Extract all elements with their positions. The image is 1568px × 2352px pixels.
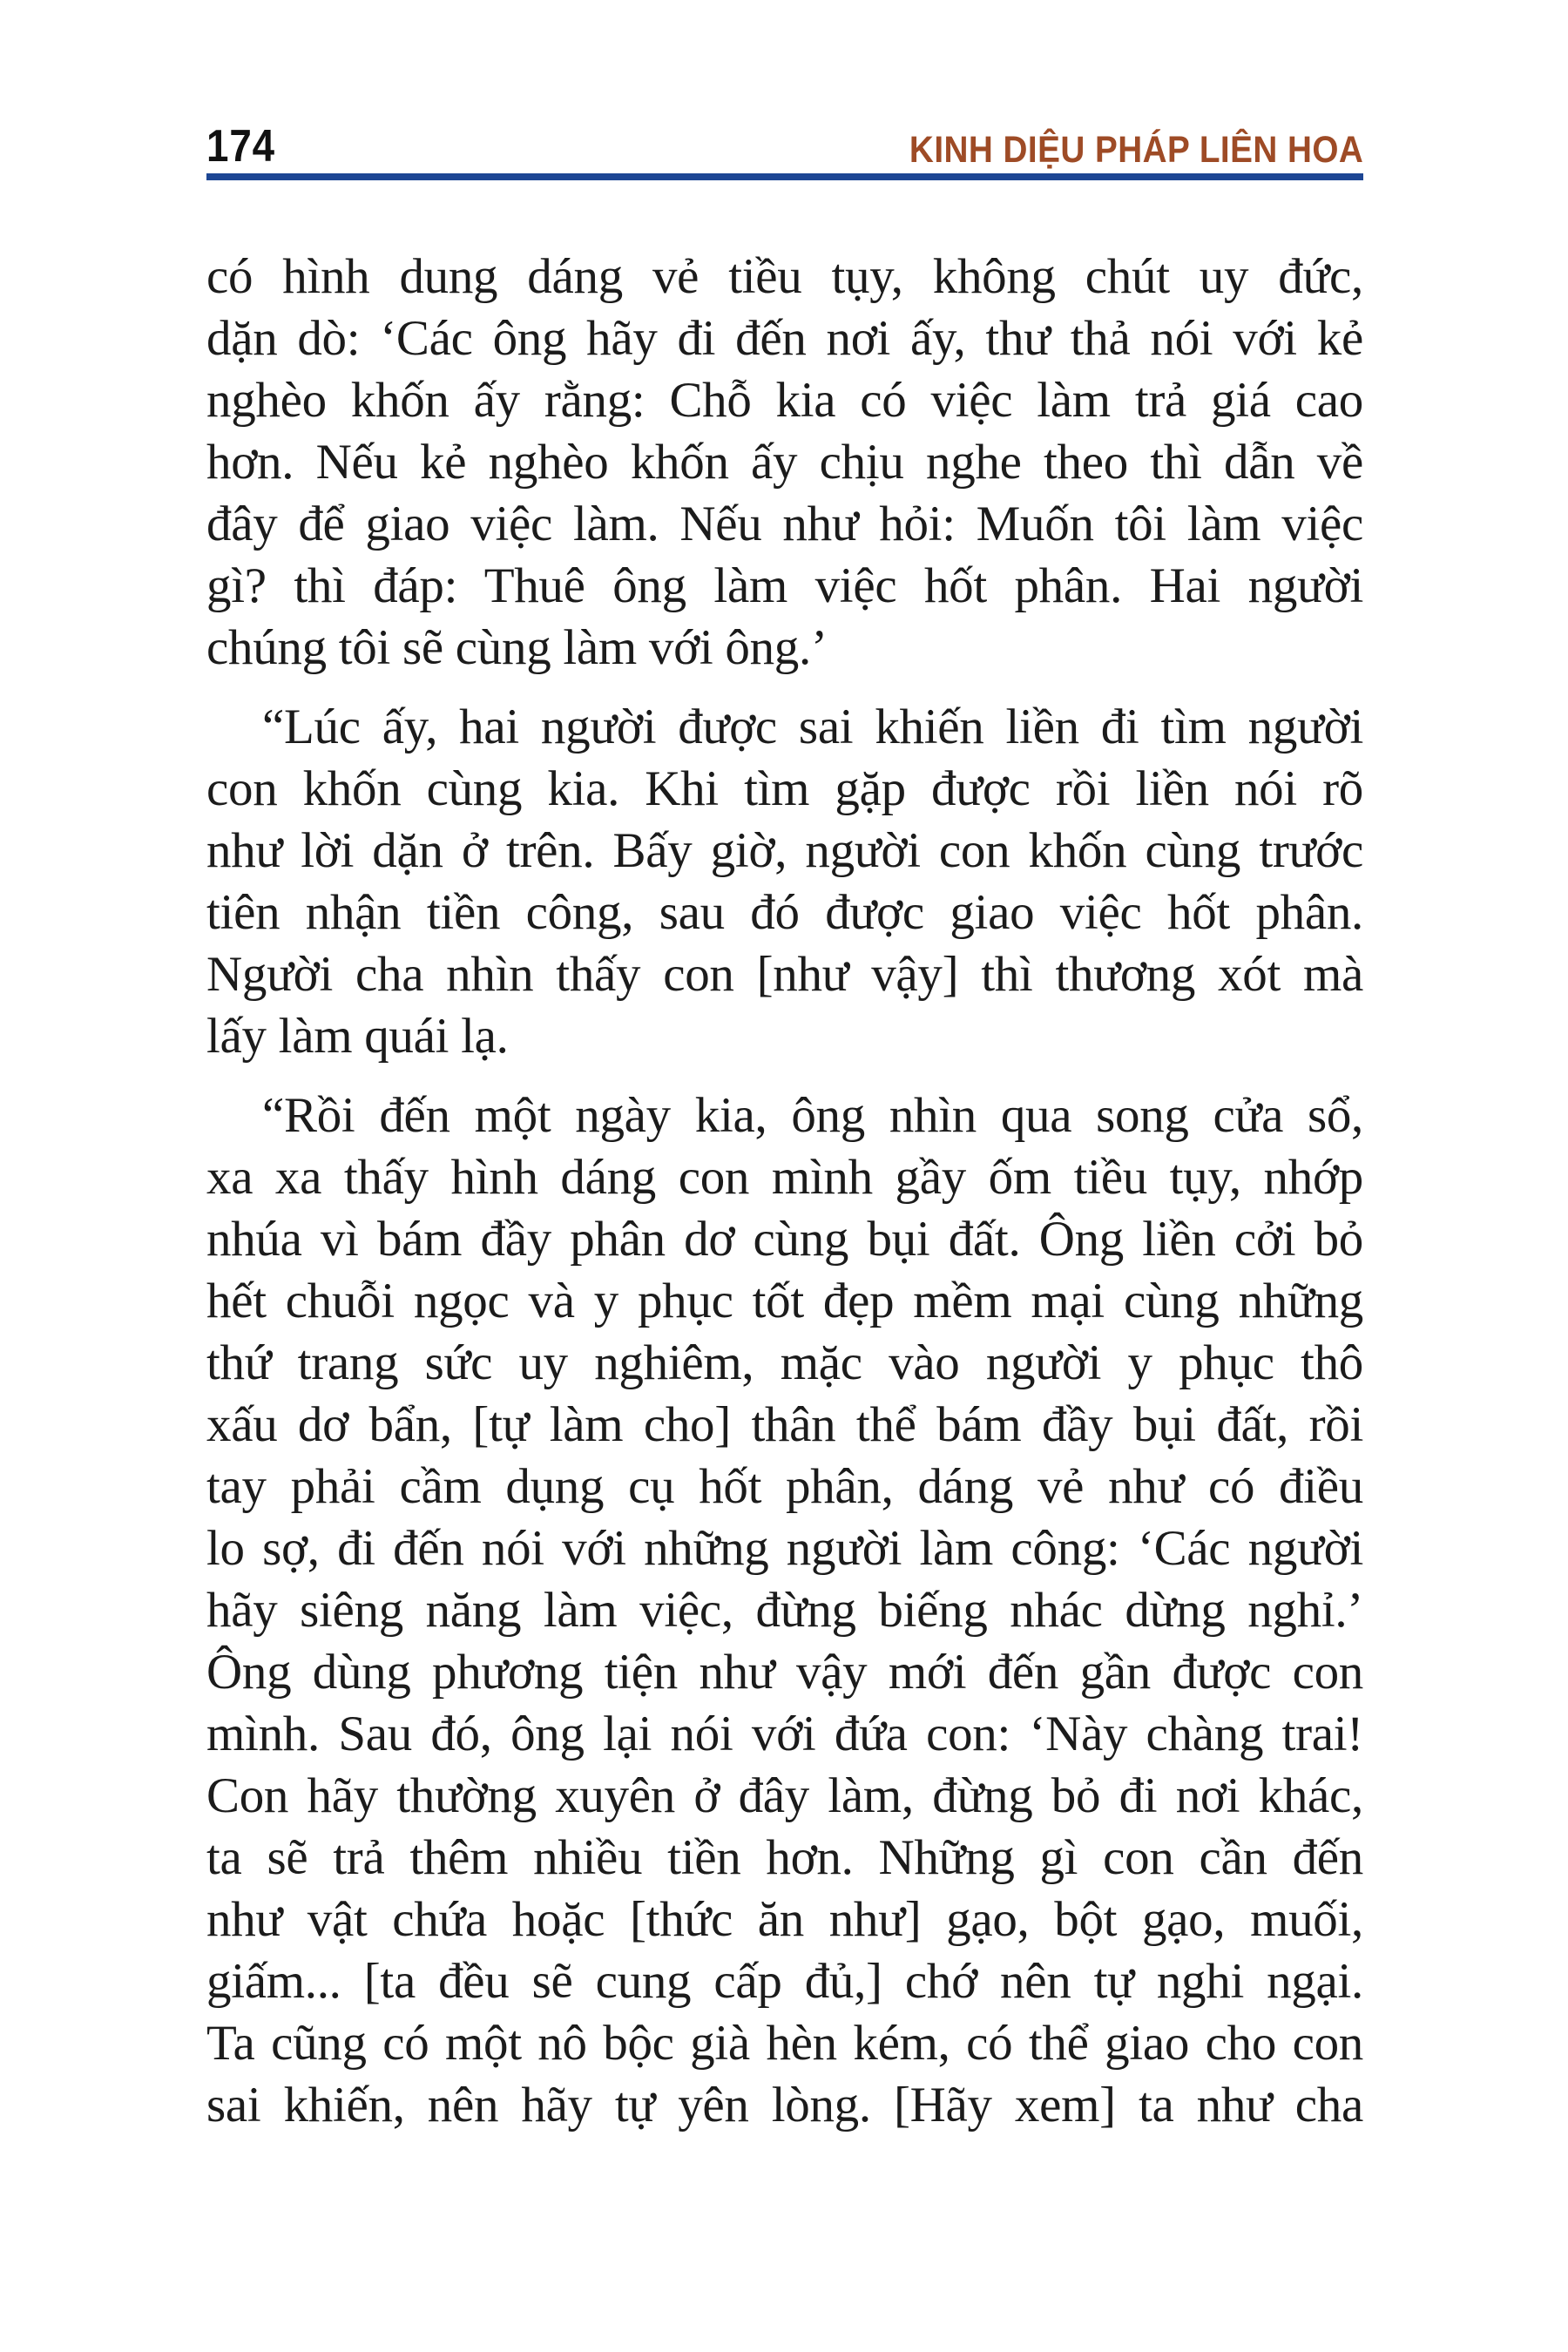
text-line: ta sẽ trả thêm nhiều tiền hơn. Những gì con cần đến [206, 1830, 1363, 1885]
text-line: “Lúc ấy, hai người được sai khiến liền đi tìm người [262, 700, 1363, 754]
text-line: Ta cũng có một nô bộc già hèn kém, có thể giao cho con [206, 2016, 1363, 2071]
text-line: nghèo khốn ấy rằng: Chỗ kia có việc làm trả giá cao [206, 373, 1363, 428]
text-line: tay phải cầm dụng cụ hốt phân, dáng vẻ như có điều [206, 1459, 1363, 1514]
running-title: KINH DIỆU PHÁP LIÊN HOA [909, 129, 1363, 171]
text-line: hãy siêng năng làm việc, đừng biếng nhác dừng nghỉ.’ [206, 1583, 1363, 1638]
text-line: hết chuỗi ngọc và y phục tốt đẹp mềm mại cùng những [206, 1274, 1363, 1328]
text-line: sai khiến, nên hãy tự yên lòng. [Hãy xem] ta như cha [206, 2078, 1363, 2132]
paragraph [206, 1085, 1363, 2136]
text-line: lấy làm quái lạ. [206, 1009, 509, 1064]
text-line: thứ trang sức uy nghiêm, mặc vào người y phục thô [206, 1335, 1363, 1390]
text-line: giấm... [ta đều sẽ cung cấp đủ,] chớ nên tự nghi ngại. [206, 1954, 1363, 2009]
paragraph [206, 696, 1363, 1067]
header-rule [206, 173, 1363, 180]
text-line: “Rồi đến một ngày kia, ông nhìn qua song cửa sổ, [262, 1088, 1363, 1143]
text-line: lo sợ, đi đến nói với những người làm công: ‘Các người [206, 1521, 1363, 1576]
text-line: gì? thì đáp: Thuê ông làm việc hốt phân. Hai người [206, 558, 1363, 613]
text-line: xa xa thấy hình dáng con mình gầy ốm tiều tụy, nhớp [206, 1150, 1363, 1205]
text-line: nhúa vì bám đầy phân dơ cùng bụi đất. Ông liền cởi bỏ [206, 1212, 1363, 1267]
paragraph [206, 246, 1363, 679]
text-line: tiên nhận tiền công, sau đó được giao việc hốt phân. [206, 885, 1363, 940]
page-number: 174 [206, 121, 275, 172]
text-line: con khốn cùng kia. Khi tìm gặp được rồi liền nói rõ [206, 761, 1363, 816]
text-line: mình. Sau đó, ông lại nói với đứa con: ‘Này chàng trai! [206, 1707, 1363, 1761]
text-line: như vật chứa hoặc [thức ăn như] gạo, bột gạo, muối, [206, 1892, 1363, 1947]
text-line: đây để giao việc làm. Nếu như hỏi: Muốn tôi làm việc [206, 497, 1363, 551]
text-line: Người cha nhìn thấy con [như vậy] thì thương xót mà [206, 947, 1363, 1002]
text-line: chúng tôi sẽ cùng làm với ông.’ [206, 620, 828, 675]
text-line: dặn dò: ‘Các ông hãy đi đến nơi ấy, thư thả nói với kẻ [206, 311, 1363, 366]
text-line: xấu dơ bẩn, [tự làm cho] thân thể bám đầy bụi đất, rồi [206, 1397, 1363, 1452]
text-line: Ông dùng phương tiện như vậy mới đến gần được con [206, 1645, 1363, 1700]
text-line: Con hãy thường xuyên ở đây làm, đừng bỏ đi nơi khác, [206, 1768, 1363, 1823]
text-line: có hình dung dáng vẻ tiều tụy, không chút uy đức, [206, 249, 1363, 304]
body-text [206, 246, 1363, 2136]
text-line: như lời dặn ở trên. Bấy giờ, người con khốn cùng trước [206, 823, 1363, 878]
text-line: hơn. Nếu kẻ nghèo khốn ấy chịu nghe theo thì dẫn về [206, 435, 1363, 490]
